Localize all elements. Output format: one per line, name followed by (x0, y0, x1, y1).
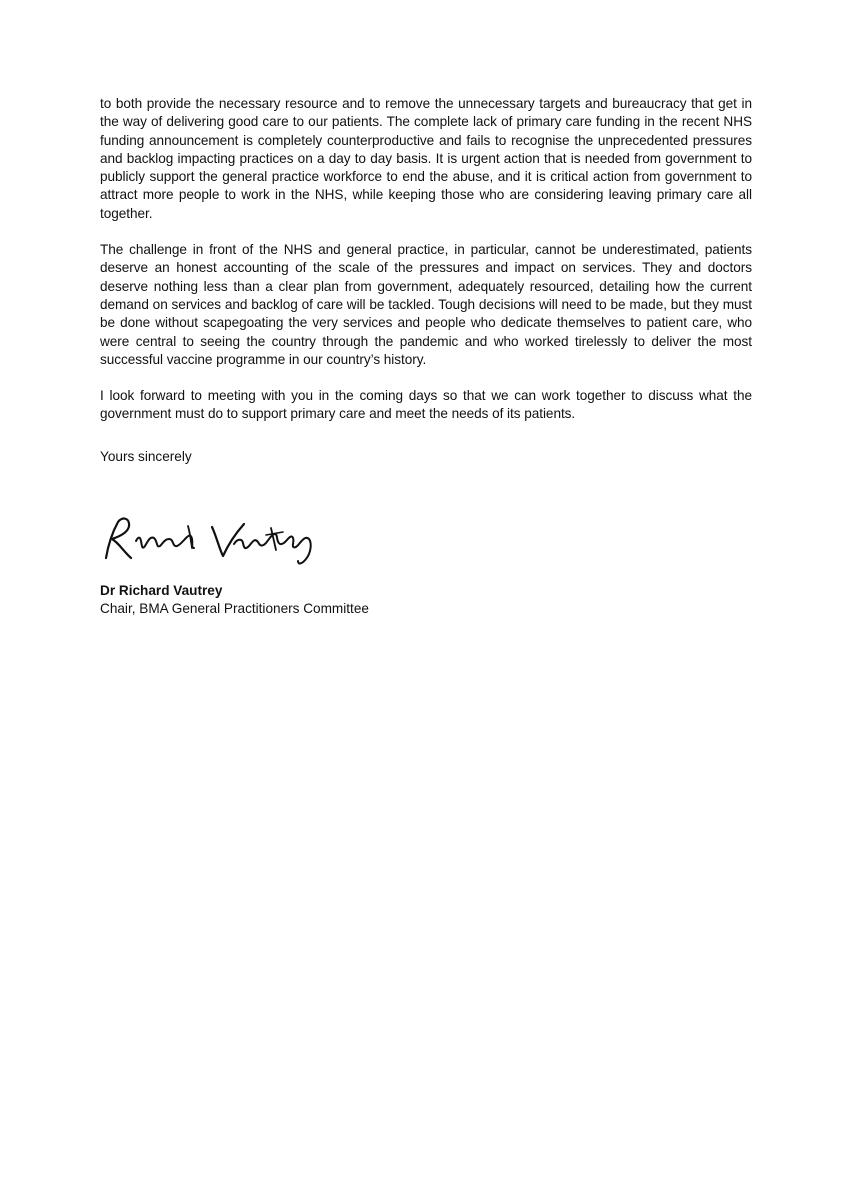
letter-paragraph-1: to both provide the necessary resource and to remove the unnecessary targets and bureaucracy that get in the way of delivering good care to our patients. The complete lack of primary care funding in the recent NHS funding announcement is completely counterproductive and fails to recognise the unprecedented pressures and backlog impacting practices on a day to day basis. It is urgent action that is needed from government to publicly support the general practice workforce to end the abuse, and it is critical action from government to attract more people to work in the NHS, while keeping those who are considering leaving primary care all together. (100, 96, 752, 221)
signer-name: Dr Richard Vautrey (100, 582, 223, 598)
signer-title: Chair, BMA General Practitioners Committee (100, 600, 369, 616)
handwritten-signature (100, 508, 330, 570)
letter-paragraph-3: I look forward to meeting with you in the coming days so that we can work together to discuss what the government must do to support primary care and meet the needs of its patients. (100, 388, 752, 422)
letter-paragraph-2: The challenge in front of the NHS and general practice, in particular, cannot be underestimated, patients deserve an honest accounting of the scale of the pressures and impact on services. They and doctors deserve nothing less than a clear plan from government, adequately resourced, detailing how the current demand on services and backlog of care will be tackled. Tough decisions will need to be made, but they must be done without scapegoating the very services and people who dedicate themselves to patient care, who were central to seeing the country through the pandemic and who worked tirelessly to deliver the most successful vaccine programme in our country’s history. (100, 242, 752, 367)
closing-salutation: Yours sincerely (100, 448, 192, 464)
letter-body (100, 95, 752, 618)
